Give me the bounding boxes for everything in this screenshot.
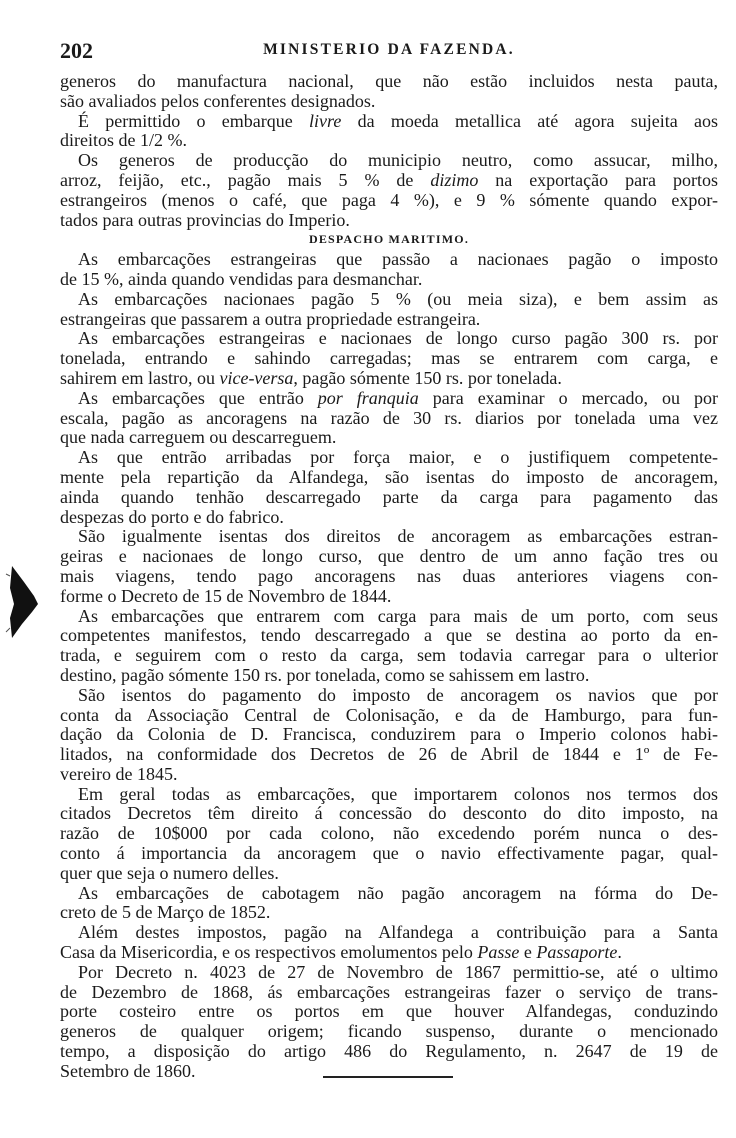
italic-run: livre [308,110,342,131]
page-header [60,38,718,64]
text-line: dação da Colonia de D. Francisca, conduzirem para o Imperio colonos habi- [60,724,718,745]
text-line [60,389,718,409]
text-line: porte costeiro entre os portos em que houver Alfandegas, conduzindo [60,1001,718,1022]
text-line: tados para outras provincias do Imperio. [60,209,350,230]
paragraph [60,290,718,330]
text-line: conto á importancia da ancoragem que o navio effectivamente pagar, qual- [60,843,718,864]
text-line: direitos de 1/2 %. [60,130,187,151]
paragraph [60,448,718,527]
text-line: competentes manifestos, tendo descarregado a que se destina ao porto da en- [60,625,718,646]
text-line: Em geral todas as embarcações, que importarem colonos nos termos dos [78,783,718,804]
text-run: da moeda metallica até agora sujeita aos [341,110,718,131]
paragraph [60,923,718,963]
text-line: de 15 %, ainda quando vendidas para desmanchar. [60,268,423,289]
text-line: As que entrão arribadas por força maior, e o justifiquem competente- [78,447,718,468]
text-line [60,369,718,389]
text-line: razão de 10$000 por cada colono, não excedendo porém nunca o des- [60,823,718,844]
paragraph [60,72,718,112]
text-run: arroz, feijão, etc., pagão mais 5 % de [60,169,431,190]
text-line: escala, pagão as ancoragens na razão de 30 rs. diarios por tonelada uma vez [60,407,718,428]
text-line [60,112,718,132]
text-line: conta da Associação Central de Colonisação, e da de Hamburgo, para fun- [60,704,718,725]
section-end-rule [323,1076,453,1078]
text-line: estrangeiras que passarem a outra propriedade estrangeira. [60,308,481,329]
paragraph [60,963,718,1082]
italic-run: por franquia [317,387,419,408]
italic-run: Passe [477,942,520,963]
text-line: Os generos de producção do municipio neutro, como assucar, milho, [78,150,718,171]
paragraph [60,250,718,290]
text-line: ainda quando tenhão descarregado parte da carga para pagamento das [60,486,718,507]
paragraph [60,785,718,884]
text-line: generos do manufactura nacional, que não estão incluidos nesta pauta, [60,71,718,91]
text-run: , pagão sómente 150 rs. por tonelada. [293,367,562,388]
text-line: citados Decretos têm direito á concessão do desconto do dito imposto, na [60,803,718,824]
text-line: mais viagens, tendo pago ancoragens nas duas anteriores viagens con- [60,565,718,586]
paragraph [60,527,718,606]
text-run: na exportação para portos [478,169,718,190]
text-run: É permittido o embarque [78,110,309,131]
text-line: São igualmente isentas dos direitos de ancoragem as embarcações estran- [78,526,718,547]
text-line: são avaliados pelos conferentes designados. [60,90,376,111]
text-run: . [617,942,622,963]
text-line [60,943,718,963]
running-title: MINISTERIO DA FAZENDA. [263,41,515,58]
text-line: generos de qualquer origem; ficando suspenso, durante o mencionado [60,1021,718,1042]
text-line: Setembro de 1860. [60,1060,196,1081]
text-line: quer que seja o numero delles. [60,862,279,883]
text-line: Além destes impostos, pagão na Alfandega a contribuição para a Santa [78,922,718,943]
text-line: tempo, a disposição do artigo 486 do Regulamento, n. 2647 de 19 de [60,1041,718,1062]
text-line: tonelada, entrando e sahindo carregadas; mas se entrarem com carga, e [60,348,718,369]
scan-blot-mark [4,562,40,642]
paragraph [60,884,718,924]
text-line: São isentos do pagamento do imposto de ancoragem os navios que por [78,684,718,705]
text-line: As embarcações que entrarem com carga para mais de um porto, com seus [78,605,718,626]
section-heading [60,230,718,250]
italic-run: Passaporte [536,942,618,963]
text-line: As embarcações estrangeiras e nacionaes de longo curso pagão 300 rs. por [78,328,718,349]
text-run: sahirem em lastro, ou [60,367,220,388]
text-line: mente pela repartição da Alfandega, são isentas do imposto de ancoragem, [60,466,718,487]
text-line: Por Decreto n. 4023 de 27 de Novembro de 1867 permittio-se, até o ultimo [78,961,718,982]
text-line: As embarcações de cabotagem não pagão ancoragem na fórma do De- [78,882,718,903]
text-line: geiras e nacionaes de longo curso, que dentro de um anno fação tres ou [60,546,718,567]
text-run: As embarcações que entrão [78,387,318,408]
text-line: estrangeiros (menos o café, que paga 4 %), e 9 % sómente quando expor- [60,189,718,210]
text-line: que nada carreguem ou descarreguem. [60,427,337,448]
text-line: As embarcações nacionaes pagão 5 % (ou meia siza), e bem assim as [78,288,718,309]
text-line: destino, pagão sómente 150 rs. por tonelada, como se sahissem em lastro. [60,664,590,685]
text-line: de Dezembro de 1868, ás embarcações estrangeiras fazer o serviço de trans- [60,981,718,1002]
text-line: litados, na conformidade dos Decretos de 26 de Abril de 1844 e 1º de Fe- [60,744,718,765]
text-line: creto de 5 de Março de 1852. [60,902,271,923]
text-line: trada, e seguirem com o resto da carga, sem todavia carregar para o ulterior [60,645,718,666]
page-body [60,72,718,1082]
italic-run: vice-versa [219,367,294,388]
paragraph [60,607,718,686]
paragraph [60,151,718,230]
text-line: despezas do porto e do fabrico. [60,506,284,527]
page-number: 202 [60,38,93,63]
text-run: e [519,942,537,963]
text-run: Casa da Misericordia, e os respectivos emolumentos pelo [60,942,478,963]
paragraph [60,389,718,448]
paragraph [60,686,718,785]
paragraph [60,112,718,152]
italic-run: dizimo [430,169,479,190]
paragraph [60,329,718,388]
section-heading-text: DESPACHO MARITIMO. [308,232,470,247]
text-line: As embarcações estrangeiras que passão a nacionaes pagão o imposto [78,249,718,270]
text-line: vereiro de 1845. [60,763,178,784]
text-run: para examinar o mercado, ou por [418,387,718,408]
text-line: forme o Decreto de 15 de Novembro de 1844. [60,585,392,606]
text-line [60,171,718,191]
